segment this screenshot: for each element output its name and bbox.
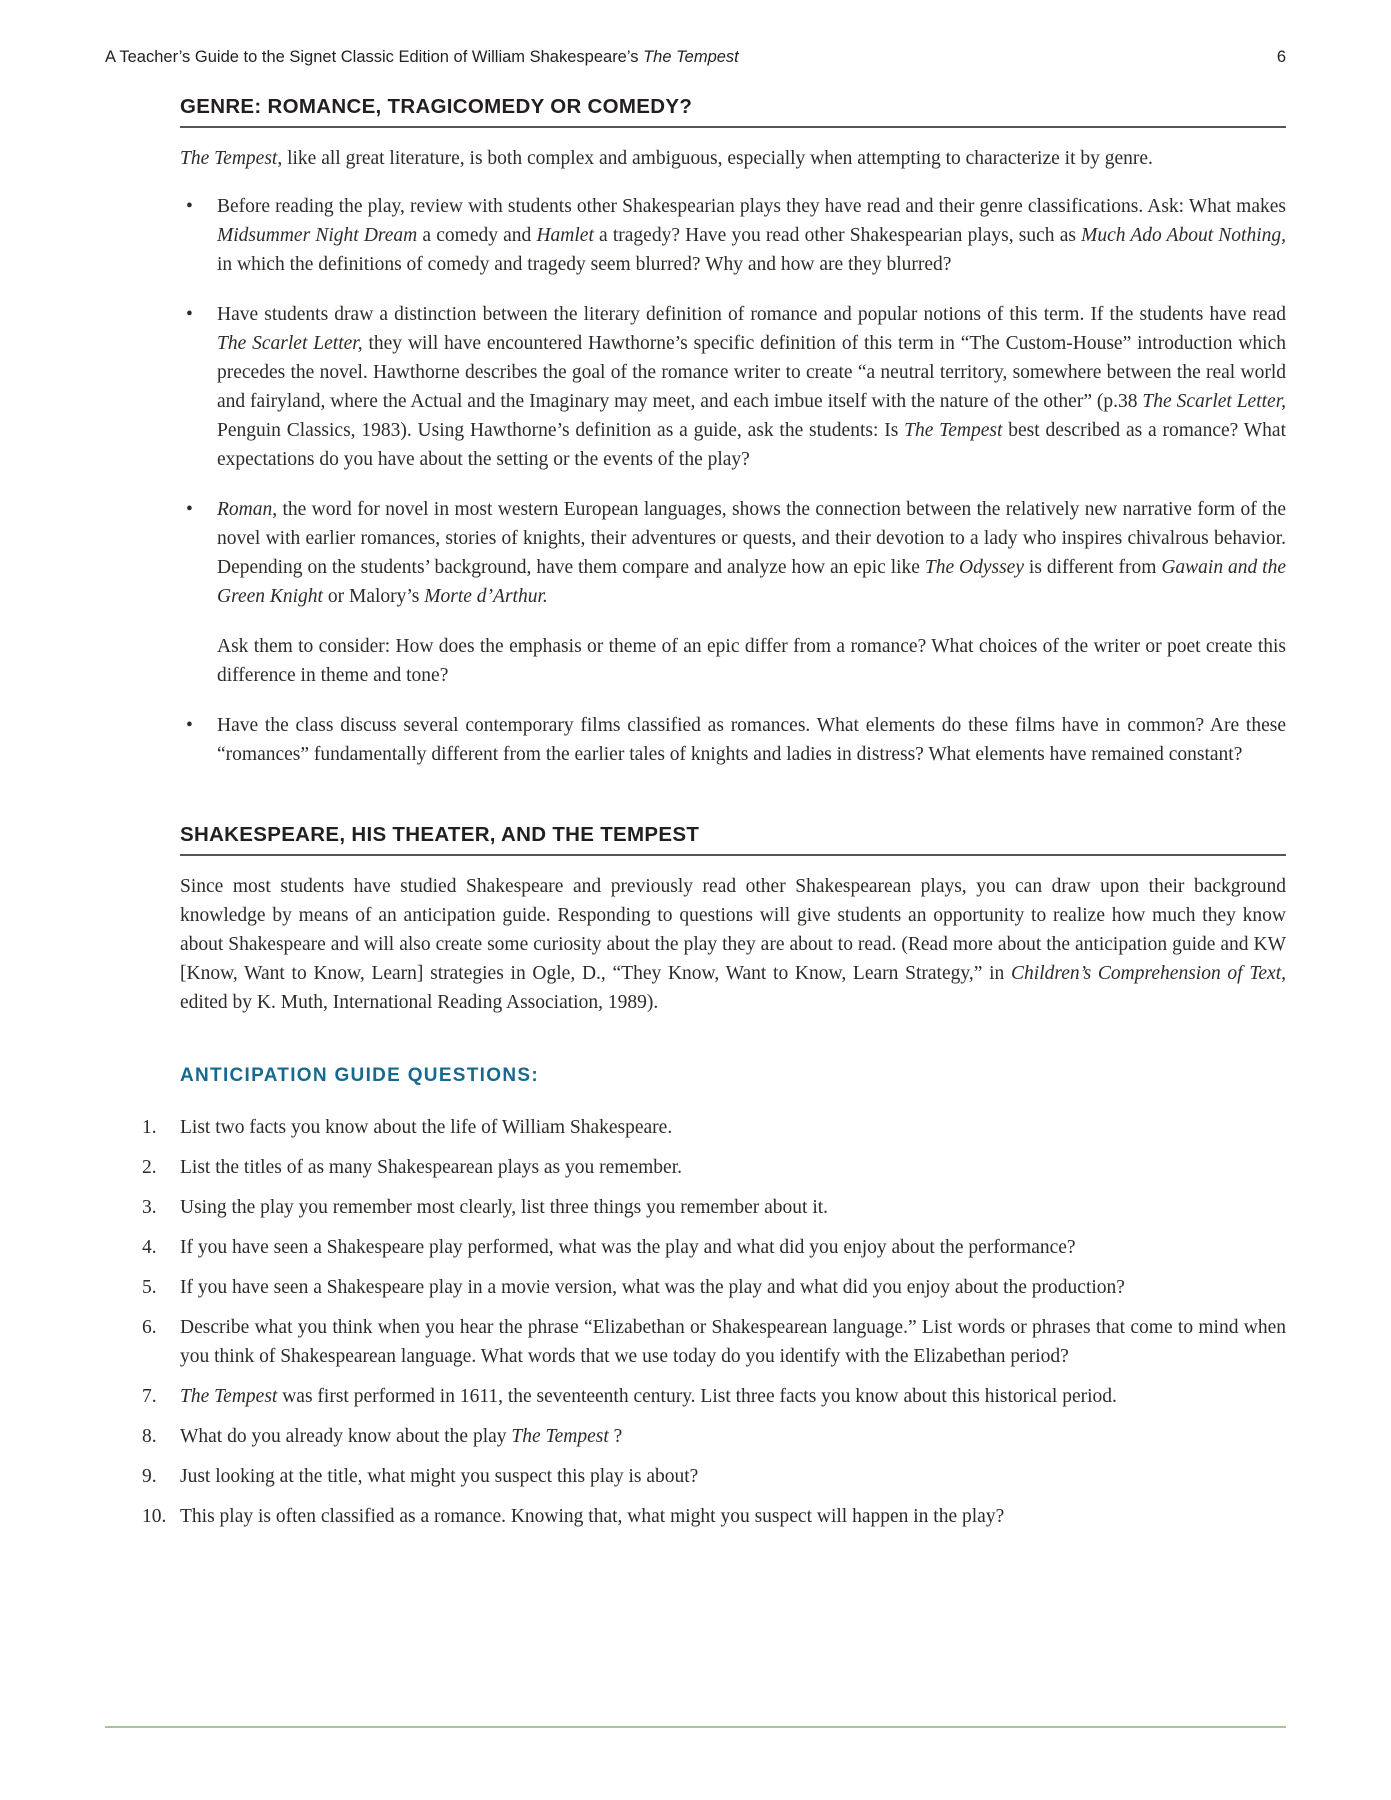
heading-rule — [180, 126, 1286, 128]
question-text: List two facts you know about the life of William Shakespeare. — [180, 1117, 673, 1138]
question-item — [142, 1193, 1286, 1222]
bullet-item — [180, 495, 1286, 611]
question-item — [142, 1273, 1286, 1302]
question-item — [142, 1113, 1286, 1142]
anticipation-guide-heading: ANTICIPATION GUIDE QUESTIONS: — [180, 1065, 539, 1086]
question-number: 2. — [142, 1157, 157, 1178]
question-item — [142, 1313, 1286, 1371]
running-header-title: A Teacher’s Guide to the Signet Classic Edition of William Shakespeare’s The Tempest — [105, 48, 739, 66]
section-genre — [180, 95, 1286, 769]
question-item — [142, 1153, 1286, 1182]
bullet-continuation-paragraph: Ask them to consider: How does the emphasis or theme of an epic differ from a romance? What choices of the writer or poet create this difference in theme and tone? — [217, 636, 1286, 686]
question-number: 3. — [142, 1197, 157, 1218]
question-text: What do you already know about the play The Tempest ? — [180, 1426, 623, 1447]
question-text: If you have seen a Shakespeare play in a movie version, what was the play and what did you enjoy about the production? — [180, 1277, 1125, 1298]
question-number: 6. — [142, 1317, 157, 1338]
question-number: 9. — [142, 1466, 157, 1487]
bullet-text: Have the class discuss several contemporary films classified as romances. What elements do these films have in common? Are these “romances” fundamentally different from the earlier tales of knights and ladies in distress? What elements have remained constant? — [217, 715, 1286, 765]
genre-intro-paragraph: The Tempest, like all great literature, is both complex and ambiguous, especially when attempting to characterize it by genre. — [180, 148, 1153, 169]
question-item — [142, 1462, 1286, 1491]
question-item — [142, 1502, 1286, 1531]
footer-rule — [105, 1726, 1286, 1728]
bullet-text: Have students draw a distinction between the literary definition of romance and popular notions of this term. If the students have read The Scarlet Letter, they will have encountered Hawthorne’s specific definition of this term in “The Custom-House” introduction which precedes the novel. Hawthorne describes the goal of the romance writer to create “a neutral territory, somewhere between the real world and fairyland, where the Actual and the Imaginary may meet, and each imbue itself with the nature of the other” (p.38 The Scarlet Letter, Penguin Classics, 1983). Using Hawthorne’s definition as a guide, ask the students: Is The Tempest best described as a romance? What expectations do you have about the setting or the events of the play? — [217, 304, 1287, 470]
question-number: 8. — [142, 1426, 157, 1447]
question-text: List the titles of as many Shakespearean plays as you remember. — [180, 1157, 682, 1178]
shakespeare-paragraph: Since most students have studied Shakespeare and previously read other Shakespearean plays, you can draw upon their background knowledge by means of an anticipation guide. Responding to questions will give students an opportunity to realize how much they know about Shakespeare and will also create some curiosity about the play they are about to read. (Read more about the anticipation guide and KW [Know, Want to Know, Learn] strategies in Ogle, D., “They Know, Want to Know, Learn Strategy,” in Children’s Comprehension of Text, edited by K. Muth, International Reading Association, 1989). — [180, 876, 1286, 1013]
section-shakespeare-heading: SHAKESPEARE, HIS THEATER, AND THE TEMPEST — [180, 823, 700, 846]
question-item — [142, 1382, 1286, 1411]
bullet-item — [180, 192, 1286, 279]
question-number: 5. — [142, 1277, 157, 1298]
bullet-item — [180, 300, 1286, 474]
running-header — [105, 48, 1286, 67]
section-anticipation-guide — [142, 1065, 1286, 1531]
bullet-text: Roman, the word for novel in most western European languages, shows the connection between the relatively new narrative form of the novel with earlier romances, stories of knights, their adventures or quests, and their devotion to a lady who inspires chivalrous behavior. Depending on the students’ background, have them compare and analyze how an epic like The Odyssey is different from Gawain and the Green Knight or Malory’s Morte d’Arthur. — [217, 499, 1286, 607]
bullet-marker: • — [186, 196, 193, 217]
page-content — [142, 67, 1287, 1531]
bullet-marker: • — [186, 304, 193, 325]
question-item — [142, 1233, 1286, 1262]
question-text: Using the play you remember most clearly, list three things you remember about it. — [180, 1197, 829, 1218]
section-genre-heading: GENRE: ROMANCE, TRAGICOMEDY OR COMEDY? — [180, 95, 693, 118]
bullet-marker: • — [186, 715, 193, 736]
question-number: 7. — [142, 1386, 157, 1407]
question-text: The Tempest was first performed in 1611, the seventeenth century. List three facts you know about this historical period. — [180, 1386, 1117, 1407]
question-text: Describe what you think when you hear the phrase “Elizabethan or Shakespearean language.” List words or phrases that come to mind when you think of Shakespearean language. What words that we use today do you identify with the Elizabethan period? — [180, 1317, 1286, 1367]
question-text: If you have seen a Shakespeare play performed, what was the play and what did you enjoy about the performance? — [180, 1237, 1076, 1258]
bullet-marker: • — [186, 499, 193, 520]
question-number: 10. — [142, 1506, 167, 1527]
question-number: 1. — [142, 1117, 157, 1138]
bullet-item — [180, 711, 1286, 769]
heading-rule — [180, 854, 1286, 856]
question-text: Just looking at the title, what might you suspect this play is about? — [180, 1466, 699, 1487]
question-text: This play is often classified as a romance. Knowing that, what might you suspect will happen in the play? — [180, 1506, 1005, 1527]
question-number: 4. — [142, 1237, 157, 1258]
bullet-text: Before reading the play, review with students other Shakespearian plays they have read and their genre classifications. Ask: What makes Midsummer Night Dream a comedy and Hamlet a tragedy? Have you read other Shakespearian plays, such as Much Ado About Nothing, in which the definitions of comedy and tragedy seem blurred? Why and how are they blurred? — [217, 196, 1286, 275]
section-shakespeare-theater — [180, 823, 1286, 1017]
page-number: 6 — [1276, 48, 1286, 66]
question-item — [142, 1422, 1286, 1451]
